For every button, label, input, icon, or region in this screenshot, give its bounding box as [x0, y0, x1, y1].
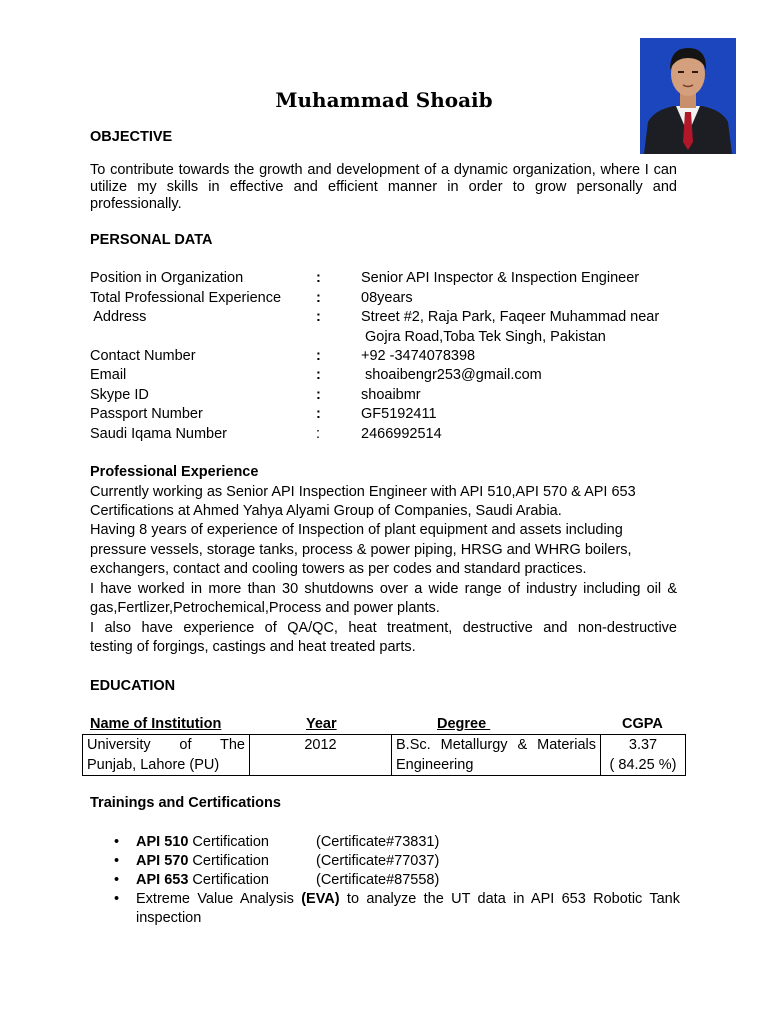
field-label: Skype ID	[90, 387, 149, 403]
year-value: 2012	[304, 737, 337, 753]
experience-line: Certifications at Ahmed Yahya Alyami Group of Companies, Saudi Arabia.	[90, 503, 562, 519]
col-header-cgpa: CGPA	[622, 716, 663, 732]
cert-number: (Certificate#87558)	[316, 872, 440, 888]
field-label: Position in Organization	[90, 270, 244, 286]
personal-row-contact	[90, 346, 690, 366]
cert-code: API 570	[136, 853, 189, 869]
experience-line: pressure vessels, storage tanks, process & power piping, HRSG and WHRG boilers,	[90, 542, 632, 558]
list-item	[90, 833, 680, 852]
degree-line: Engineering	[396, 757, 474, 773]
objective-text: To contribute towards the growth and development of a dynamic organization, where I can utilize my skills in effective and efficient manner in order to grow personally and professionally.	[90, 162, 677, 212]
institution-line: University of The	[87, 737, 245, 753]
cert-code: API 653	[136, 872, 189, 888]
field-label: Address	[90, 309, 147, 325]
field-separator: :	[316, 348, 321, 364]
personal-data-heading: PERSONAL DATA	[90, 232, 213, 248]
cgpa-value: 3.37	[628, 737, 658, 753]
candidate-name: Muhammad Shoaib	[275, 88, 493, 112]
experience-line: testing of forgings, castings and heat treated parts.	[90, 639, 416, 655]
cell-cgpa	[601, 735, 686, 776]
profile-photo	[640, 38, 736, 154]
field-value: 2466992514	[361, 426, 442, 442]
personal-row-experience	[90, 288, 690, 308]
eva-text: Extreme Value Analysis	[136, 891, 302, 907]
experience-line: Having 8 years of experience of Inspection of plant equipment and assets including	[90, 522, 623, 538]
cell-degree	[392, 735, 601, 776]
list-item	[90, 852, 680, 871]
trainings-heading: Trainings and Certifications	[90, 795, 281, 811]
eva-line	[136, 890, 680, 909]
institution-line: Punjab, Lahore (PU)	[87, 757, 220, 773]
list-item	[90, 890, 680, 928]
personal-row-skype	[90, 385, 690, 405]
experience-heading: Professional Experience	[90, 464, 259, 480]
cell-year	[250, 735, 392, 776]
field-label: Total Professional Experience	[90, 290, 282, 306]
cert-number: (Certificate#73831)	[316, 834, 440, 850]
field-value: shoaibmr	[361, 387, 421, 403]
experience-line: exchangers, contact and cooling towers as per codes and standard practices.	[90, 561, 587, 577]
eva-code: (EVA)	[301, 891, 340, 907]
col-header-institution: Name of Institution	[90, 716, 222, 732]
table-row	[83, 735, 686, 776]
degree-line: B.Sc. Metallurgy & Materials	[396, 737, 596, 753]
field-label: Email	[90, 367, 127, 383]
list-item	[90, 871, 680, 890]
col-header-degree: Degree	[437, 716, 491, 732]
personal-row-email	[90, 365, 690, 385]
field-separator: :	[316, 309, 321, 325]
field-value: 08years	[361, 290, 413, 306]
field-value: +92 -3474078398	[361, 348, 476, 364]
field-label: Saudi Iqama Number	[90, 426, 228, 442]
field-separator: :	[316, 387, 321, 403]
col-header-year: Year	[306, 716, 337, 732]
field-value: Street #2, Raja Park, Faqeer Muhammad near	[361, 309, 660, 325]
field-separator: :	[316, 406, 321, 422]
experience-line: gas,Fertlizer,Petrochemical,Process and power plants.	[90, 600, 440, 616]
personal-row-iqama	[90, 424, 690, 444]
education-table	[82, 734, 686, 776]
field-value: GF5192411	[361, 406, 437, 422]
personal-row-passport	[90, 404, 690, 424]
field-value: Senior API Inspector & Inspection Engineer	[361, 270, 640, 286]
cert-code: API 510	[136, 834, 189, 850]
certifications-list	[90, 833, 680, 928]
cert-label: Certification	[188, 872, 269, 888]
field-separator: :	[316, 290, 321, 306]
field-value: shoaibengr253@gmail.com	[361, 367, 542, 383]
field-separator: :	[316, 426, 321, 442]
eva-line-2: inspection	[136, 910, 202, 926]
field-separator: :	[316, 367, 321, 383]
eva-text: to analyze the UT data in API 653 Robotic Tank	[339, 891, 680, 907]
portrait-image	[640, 38, 736, 154]
cert-label: Certification	[188, 834, 269, 850]
field-separator: :	[316, 270, 321, 286]
field-label: Contact Number	[90, 348, 196, 364]
field-value: Gojra Road,Toba Tek Singh, Pakistan	[361, 329, 606, 345]
experience-line: Currently working as Senior API Inspection Engineer with API 510,API 570 & API 653	[90, 484, 636, 500]
education-heading: EDUCATION	[90, 678, 176, 694]
experience-line: I have worked in more than 30 shutdowns over a wide range of industry including oil &	[90, 581, 677, 597]
personal-row-address-cont	[90, 327, 690, 347]
objective-heading: OBJECTIVE	[90, 129, 173, 145]
cell-institution	[83, 735, 250, 776]
personal-row-address	[90, 307, 690, 327]
cert-label: Certification	[188, 853, 269, 869]
experience-line: I also have experience of QA/QC, heat treatment, destructive and non-destructive	[90, 620, 677, 636]
cgpa-percent: ( 84.25 %)	[609, 757, 677, 773]
field-label: Passport Number	[90, 406, 203, 422]
personal-row-position	[90, 268, 690, 288]
cert-number: (Certificate#77037)	[316, 853, 440, 869]
